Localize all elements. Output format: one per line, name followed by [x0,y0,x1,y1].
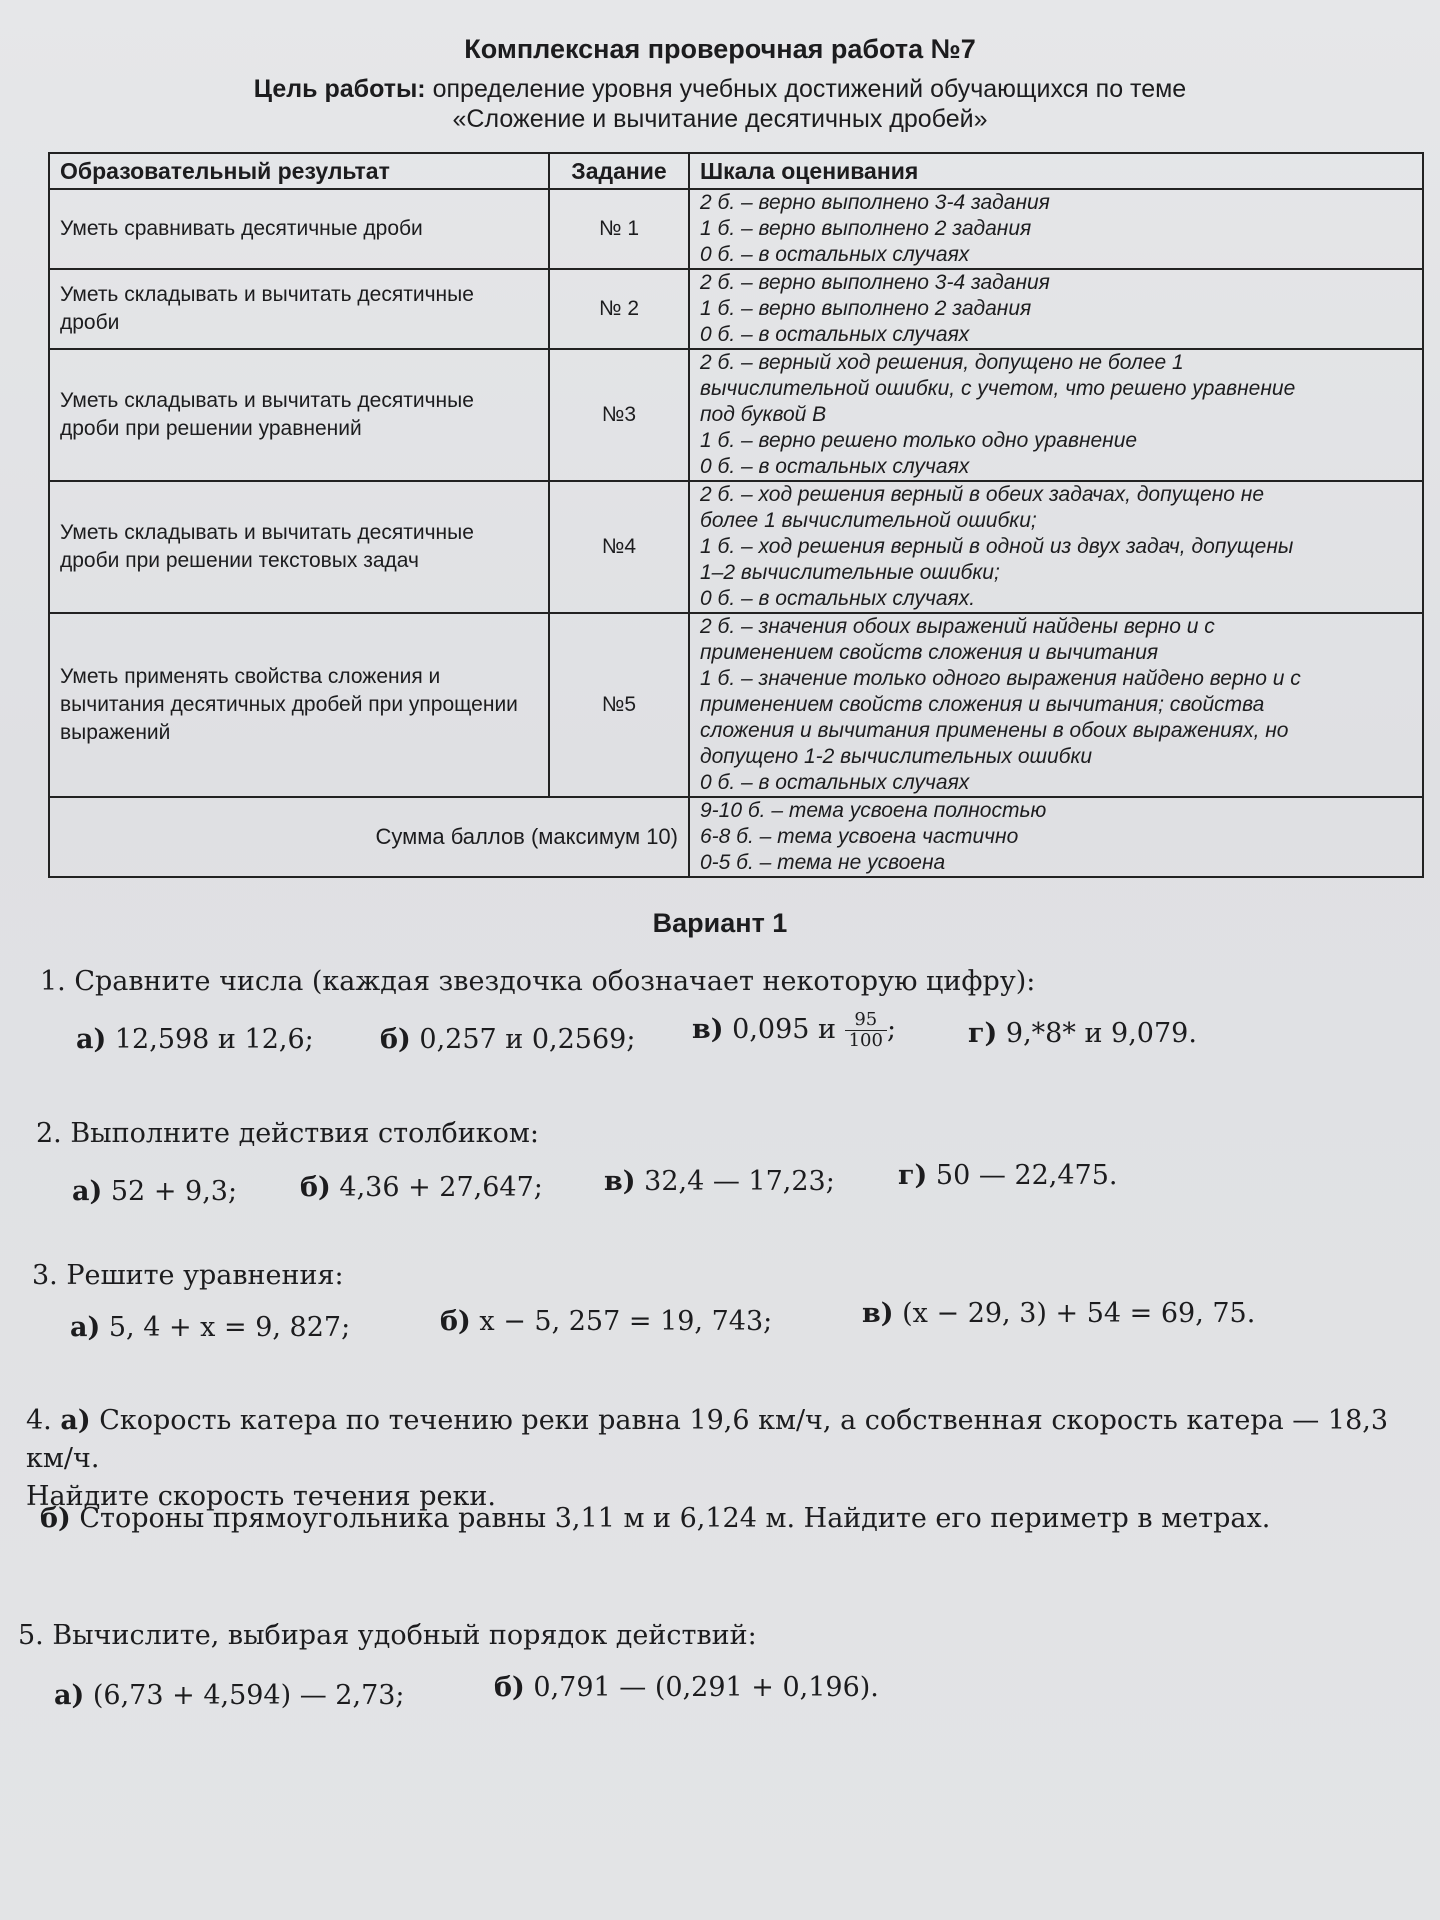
scale-line: 0-5 б. – тема не усвоена [700,851,946,874]
q3-option-b [440,1306,772,1337]
option-letter: в) [604,1166,636,1197]
scale-cell [689,189,1423,269]
scale-line: 9-10 б. – тема усвоена полностью [700,799,1047,822]
option-letter: б) [300,1172,331,1203]
goal-block [150,74,1290,134]
option-text: 50 — 22,475. [935,1160,1118,1191]
scale-line: допущено 1-2 вычислительных ошибки [700,745,1093,768]
q2-option-a [72,1176,237,1207]
table-row [49,481,1423,613]
task-cell: №5 [549,613,689,797]
option-letter: б) [40,1503,71,1534]
scale-cell [689,613,1423,797]
option-letter: б) [380,1024,411,1055]
scale-line: 1 б. – верно решено только одно уравнение [700,429,1138,452]
option-text: (6,73 + 4,594) — 2,73; [92,1680,405,1711]
question-text: Найдите скорость течения реки. [26,1481,496,1512]
table-row [49,189,1423,269]
scale-cell [689,349,1423,481]
sum-scale-cell [689,797,1423,877]
variant-heading: Вариант 1 [652,908,788,938]
scale-line: 2 б. – верный ход решения, допущено не более 1 [700,351,1184,374]
q2-option-b [300,1172,543,1203]
question-text: Скорость катера по течению реки равна 19,6 км/ч, а собственная скорость катера — 18,3 км/ч. [26,1405,1389,1474]
q3-option-c [862,1298,1255,1329]
task-cell: №4 [549,481,689,613]
q1-option-c [692,1010,896,1051]
question-text: Стороны прямоугольника равны 3,11 м и 6,124 м. Найдите его периметр в метрах. [79,1503,1271,1534]
table-row [49,613,1423,797]
question-number: 4. [26,1405,52,1436]
result-cell: Уметь складывать и вычитать десятичные дроби при решении текстовых задач [49,481,549,613]
scale-line: 2 б. – верно выполнено 3-4 задания [700,191,1050,214]
option-text: 32,4 — 17,23; [644,1166,835,1197]
question-2: 2. Выполните действия столбиком: [36,1118,539,1149]
scale-cell [689,269,1423,349]
assessment-rubric-table [48,152,1424,878]
scale-line: 0 б. – в остальных случаях [700,323,970,346]
option-letter: а) [54,1680,85,1711]
scale-line: 6-8 б. – тема усвоена частично [700,825,1019,848]
question-4b [40,1500,1420,1538]
scale-line: применением свойств сложения и вычитания; свойства [700,693,1265,716]
scale-line: сложения и вычитания применены в обоих выражениях, но [700,719,1289,742]
scale-line: 2 б. – значения обоих выражений найдены верно и с [700,615,1215,638]
option-text: 9,*8* и 9,079. [1005,1018,1197,1049]
option-letter: а) [60,1405,91,1436]
scale-line: вычислительной ошибки, с учетом, что решено уравнение [700,377,1296,400]
option-letter: в) [692,1014,724,1045]
option-text: 0,791 — (0,291 + 0,196). [533,1672,879,1703]
scale-line: 0 б. – в остальных случаях. [700,587,976,610]
q3-option-a [70,1312,350,1343]
scale-line: 2 б. – ход решения верный в обеих задачах, допущено не [700,483,1265,506]
option-letter: г) [968,1018,998,1049]
scale-line: 0 б. – в остальных случаях [700,455,970,478]
goal-label: Цель работы: [253,75,426,103]
scale-line: 1 б. – значение только одного выражения найдено верно и с [700,667,1301,690]
q2-option-c [604,1166,835,1197]
scale-line: 1 б. – верно выполнено 2 задания [700,297,1032,320]
scale-line: более 1 вычислительной ошибки; [700,509,1037,532]
scale-line: 0 б. – в остальных случаях [700,771,970,794]
page-title: Комплексная проверочная работа №7 [464,34,976,64]
q1-option-a [76,1024,314,1055]
scale-line: под буквой В [700,403,827,426]
goal-text: определение уровня учебных достижений обучающихся по теме [432,75,1187,103]
option-letter: а) [72,1176,103,1207]
scale-line: 0 б. – в остальных случаях [700,243,970,266]
result-cell: Уметь складывать и вычитать десятичные дроби [49,269,549,349]
q1-option-b [380,1024,635,1055]
option-letter: г) [898,1160,928,1191]
header-result: Образовательный результат [49,153,549,189]
fraction [845,1010,887,1051]
result-cell: Уметь сравнивать десятичные дроби [49,189,549,269]
q5-option-b [494,1672,879,1703]
scale-line: применением свойств сложения и вычитания [700,641,1159,664]
scale-cell [689,481,1423,613]
option-text: (x − 29, 3) + 54 = 69, 75. [902,1298,1256,1329]
header-scale: Шкала оценивания [689,153,1423,189]
question-4a [26,1402,1426,1516]
q2-option-d [898,1160,1118,1191]
question-3: 3. Решите уравнения: [32,1260,344,1291]
task-cell: № 1 [549,189,689,269]
result-cell: Уметь применять свойства сложения и вычитания десятичных дробей при упрощении выражений [49,613,549,797]
option-letter: б) [494,1672,525,1703]
fraction-denominator: 100 [848,1030,883,1051]
option-text: x − 5, 257 = 19, 743; [479,1306,773,1337]
option-text: 4,36 + 27,647; [339,1172,543,1203]
task-cell: № 2 [549,269,689,349]
table-sum-row [49,797,1423,877]
fraction-numerator: 95 [845,1010,887,1031]
option-punct: ; [886,1014,897,1045]
goal-topic: «Сложение и вычитание десятичных дробей» [452,105,988,133]
option-letter: а) [76,1024,107,1055]
option-text: 5, 4 + x = 9, 827; [108,1312,351,1343]
option-text: 0,257 и 0,2569; [419,1024,636,1055]
option-letter: а) [70,1312,101,1343]
question-5: 5. Вычислите, выбирая удобный порядок действий: [18,1620,757,1651]
q1-option-d [968,1018,1197,1049]
table-header-row [49,153,1423,189]
option-letter: б) [440,1306,471,1337]
option-letter: в) [862,1298,894,1329]
sum-label: Сумма баллов (максимум 10) [49,797,689,877]
result-cell: Уметь складывать и вычитать десятичные дроби при решении уравнений [49,349,549,481]
option-text: 0,095 и [732,1014,837,1045]
scale-line: 1 б. – верно выполнено 2 задания [700,217,1032,240]
scale-line: 1–2 вычислительные ошибки; [700,561,1000,584]
q5-option-a [54,1680,405,1711]
scale-line: 2 б. – верно выполнено 3-4 задания [700,271,1050,294]
table-row [49,349,1423,481]
option-text: 12,598 и 12,6; [114,1024,314,1055]
scale-line: 1 б. – ход решения верный в одной из двух задач, допущены [700,535,1294,558]
table-row [49,269,1423,349]
question-1: 1. Сравните числа (каждая звездочка обозначает некоторую цифру): [40,966,1036,997]
header-task: Задание [549,153,689,189]
task-cell: №3 [549,349,689,481]
option-text: 52 + 9,3; [110,1176,238,1207]
